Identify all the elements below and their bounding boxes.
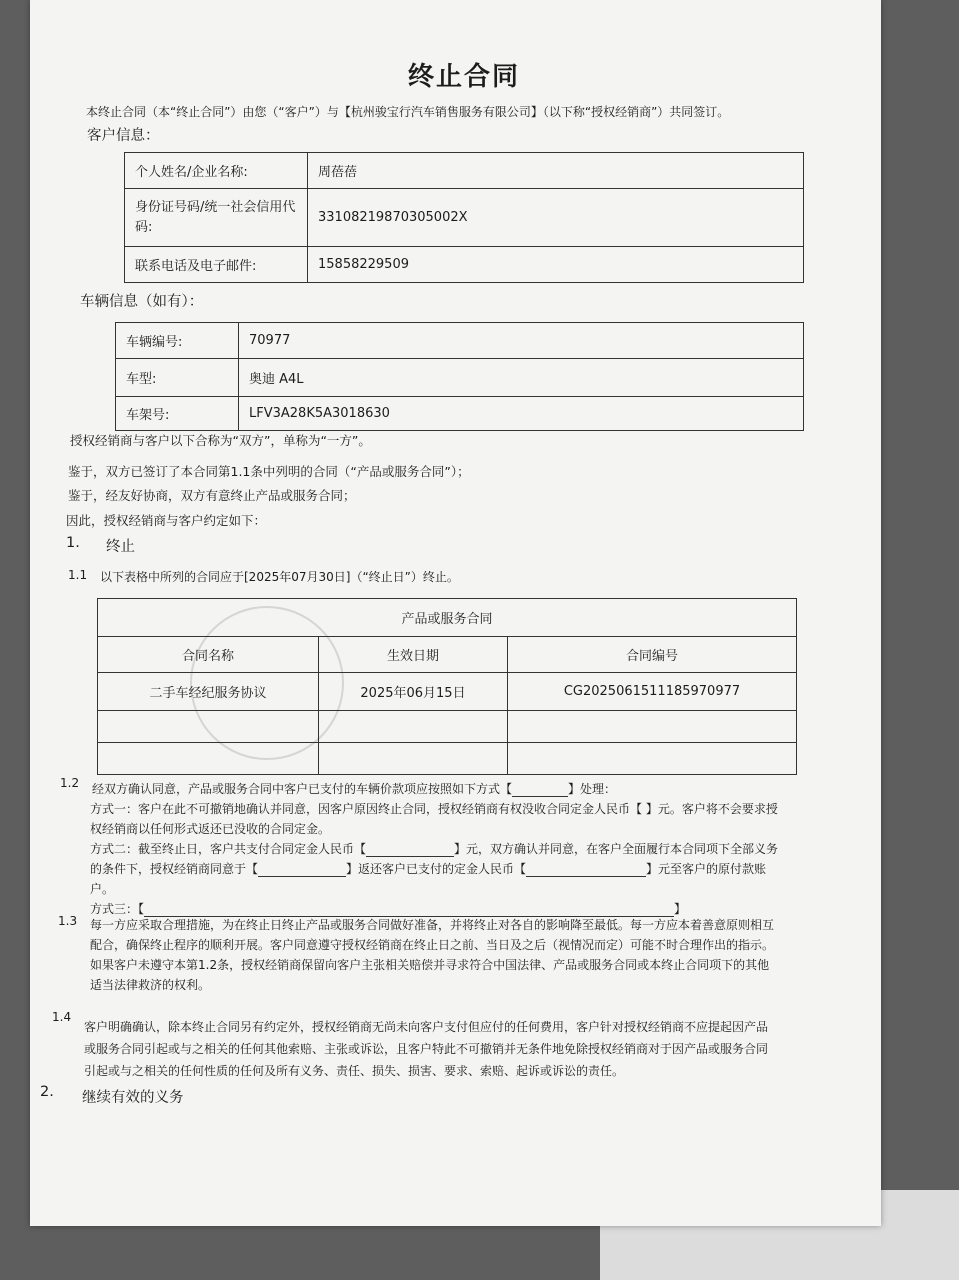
header-effective-date: 生效日期 xyxy=(319,637,508,673)
empty-cell xyxy=(508,743,797,775)
product-table-caption: 产品或服务合同 xyxy=(98,599,797,637)
clause-1-3-line-1: 每一方应采取合理措施，为在终止日终止产品或服务合同做好准备，并将终止对各自的影响降至最低。每一方应本着善意原则相互 xyxy=(90,918,775,932)
header-contract-name: 合同名称 xyxy=(98,637,319,673)
method-3-text-a: 方式三：【 xyxy=(90,902,145,916)
whereas-paragraph-2: 鉴于，经友好协商，双方有意终止产品或服务合同； xyxy=(68,488,356,503)
method-blank xyxy=(512,782,568,797)
header-contract-number: 合同编号 xyxy=(508,637,797,673)
clause-1-4-line-3: 引起或与之相关的任何性质的任何及所有义务、责任、损失、损害、要求、索赔、起诉或诉讼的责任。 xyxy=(84,1064,625,1078)
method-1-line-1: 方式一：客户在此不可撤销地确认并同意，因客户原因终止合同，授权经销商有权没收合同定金人民币【 】元。客户将不会要求授 xyxy=(90,802,778,816)
contract-name-cell: 二手车经纪服务协议 xyxy=(98,673,319,711)
clause-1-3-line-2: 配合，确保终止程序的顺利开展。客户同意遵守授权经销商在终止日之前、当日及之后（视情况而定）可能不时合理作出的指示。 xyxy=(90,938,775,952)
effective-date-cell: 2025年06月15日 xyxy=(319,673,508,711)
customer-name-label: 个人姓名/企业名称: xyxy=(125,153,308,189)
customer-info-heading: 客户信息： xyxy=(87,128,160,144)
table-row xyxy=(125,247,804,283)
clause-1-2-text-a: 经双方确认同意，产品或服务合同中客户已支付的车辆价款项应按照如下方式【 xyxy=(92,782,513,796)
parties-paragraph: 授权经销商与客户以下合称为“双方”，单称为“一方”。 xyxy=(70,433,371,448)
contract-number-cell: CG2025061511185970977 xyxy=(508,673,797,711)
table-row xyxy=(116,359,804,397)
table-row xyxy=(98,743,797,775)
empty-cell xyxy=(319,743,508,775)
clause-1-2-text-b: 】处理： xyxy=(568,782,617,796)
deposit-paid-blank xyxy=(366,842,454,857)
refund-amount-blank xyxy=(526,862,646,877)
customer-name-value: 周蓓蓓 xyxy=(308,153,804,189)
table-row xyxy=(116,397,804,431)
clause-1-3-line-3: 如果客户未遵守本第1.2条，授权经销商保留向客户主张相关赔偿并寻求符合中国法律、产品或服务合同或本终止合同项下的其他 xyxy=(90,958,770,972)
customer-contact-label: 联系电话及电子邮件: xyxy=(125,247,308,283)
method-2-text-e: 】元至客户的原付款账 xyxy=(646,862,767,876)
therefore-paragraph: 因此，授权经销商与客户约定如下： xyxy=(66,513,267,528)
method-3-blank xyxy=(144,902,674,917)
table-row xyxy=(125,153,804,189)
vehicle-model-value: 奥迪 A4L xyxy=(239,359,804,397)
clause-1-4-line-2: 或服务合同引起或与之相关的任何其他索赔、主张或诉讼，且客户特此不可撤销并无条件地免除授权经销商对于因产品或服务合同 xyxy=(84,1042,769,1056)
table-row xyxy=(98,711,797,743)
customer-info-table xyxy=(124,152,804,283)
document-title: 终止合同 xyxy=(408,62,521,92)
whereas-paragraph-1: 鉴于，双方已签订了本合同第1.1条中列明的合同（“产品或服务合同”）； xyxy=(68,464,470,479)
vin-label: 车架号: xyxy=(116,397,239,431)
vehicle-info-table xyxy=(115,322,804,431)
method-2-text-b: 】元，双方确认并同意，在客户全面履行本合同项下全部义务 xyxy=(454,842,779,856)
section-2-title: 继续有效的义务 xyxy=(82,1090,184,1106)
contract-page xyxy=(30,0,881,1226)
method-3-text-b: 】 xyxy=(674,902,687,916)
method-2-text-d: 】返还客户已支付的定金人民币【 xyxy=(346,862,527,876)
refund-date-blank xyxy=(258,862,346,877)
product-contract-table xyxy=(97,598,797,775)
section-2-number: 2. xyxy=(40,1084,54,1100)
method-2-line-3: 户。 xyxy=(90,882,115,896)
table-row xyxy=(98,599,797,637)
clause-1-4-number: 1.4 xyxy=(52,1010,72,1024)
table-row xyxy=(125,189,804,247)
vehicle-info-heading: 车辆信息（如有）： xyxy=(80,294,204,310)
method-2-text-a: 方式二：截至终止日，客户共支付合同定金人民币【 xyxy=(90,842,367,856)
clause-1-2-number: 1.2 xyxy=(60,776,80,790)
clause-1-1-text: 以下表格中所列的合同应于[2025年07月30日]（“终止日”）终止。 xyxy=(100,570,459,584)
vehicle-no-value: 70977 xyxy=(239,323,804,359)
table-row xyxy=(98,637,797,673)
section-1-number: 1. xyxy=(66,535,80,551)
empty-cell xyxy=(98,743,319,775)
clause-1-4-line-1: 客户明确确认，除本终止合同另有约定外，授权经销商无尚未向客户支付但应付的任何费用，客户针对授权经销商不应提起因产品 xyxy=(84,1020,769,1034)
empty-cell xyxy=(508,711,797,743)
customer-id-label: 身份证号码/统一社会信用代码: xyxy=(125,189,308,247)
method-2-line-1 xyxy=(90,840,778,857)
clause-1-3-line-4: 适当法律救济的权利。 xyxy=(90,978,211,992)
method-3-line xyxy=(90,900,686,917)
method-1-line-2: 权经销商以任何形式返还已没收的合同定金。 xyxy=(90,822,331,836)
vin-value: LFV3A28K5A3018630 xyxy=(239,397,804,431)
intro-paragraph: 本终止合同（本“终止合同”）由您（“客户”）与【杭州骏宝行汽车销售服务有限公司】（以下称“授权经销商”）共同签订。 xyxy=(86,105,730,119)
method-2-line-2 xyxy=(90,860,766,877)
customer-id-value: 33108219870305002X xyxy=(308,189,804,247)
vehicle-no-label: 车辆编号: xyxy=(116,323,239,359)
empty-cell xyxy=(98,711,319,743)
method-2-text-c: 的条件下，授权经销商同意于【 xyxy=(90,862,259,876)
empty-cell xyxy=(319,711,508,743)
clause-1-2-line xyxy=(92,780,616,797)
vehicle-model-label: 车型: xyxy=(116,359,239,397)
table-row xyxy=(116,323,804,359)
customer-contact-value: 15858229509 xyxy=(308,247,804,283)
clause-1-3-number: 1.3 xyxy=(58,914,78,928)
clause-1-1-number: 1.1 xyxy=(68,568,88,582)
table-row xyxy=(98,673,797,711)
section-1-title: 终止 xyxy=(106,539,135,555)
